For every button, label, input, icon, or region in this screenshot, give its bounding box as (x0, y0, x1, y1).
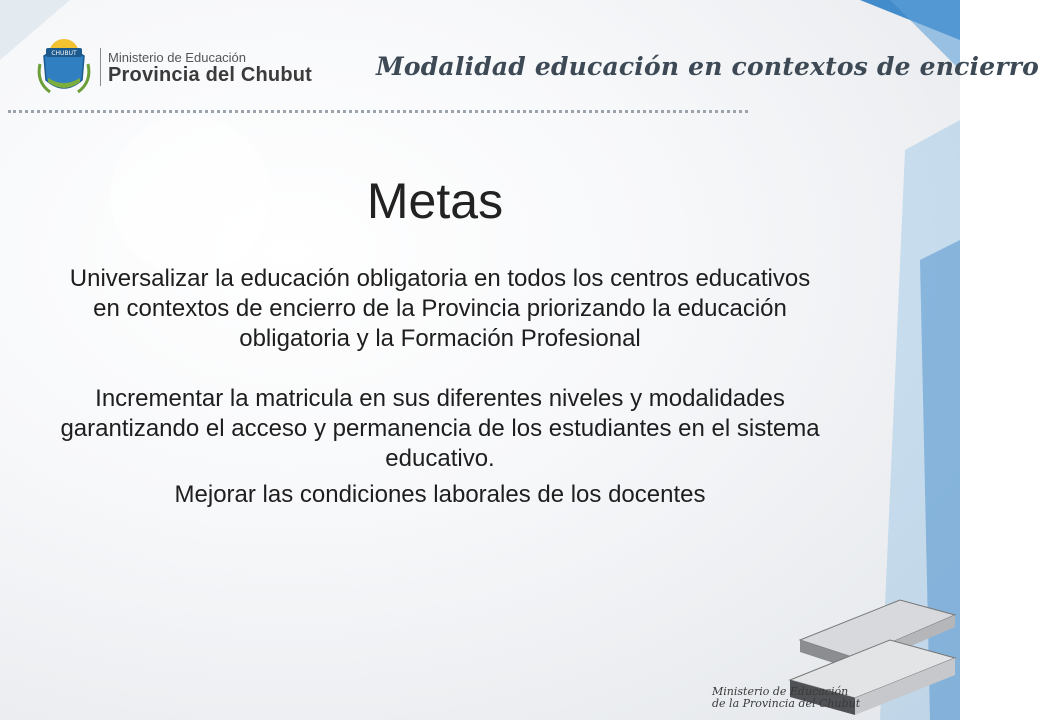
goal-paragraph-3: Mejorar las condiciones laborales de los docentes (174, 481, 706, 508)
modalidad-heading: Modalidad educación en contextos de encierro (376, 52, 1039, 81)
ministry-name-small: Ministerio de Educación (108, 50, 247, 65)
logo-text: CHUBUT (51, 50, 77, 57)
slide-title: Metas (366, 173, 504, 229)
footer-signature-line-1: Ministerio de Educación (712, 685, 849, 698)
dotted-divider (8, 110, 748, 113)
goal-paragraph-1: Universalizar la educación obligatoria en todos los centros educativos en contextos de encierro de la Provincia priorizando la educación obligatoria y la Formación Profesional (69, 265, 811, 352)
header (0, 0, 1039, 120)
footer-signature-line-2: de la Provincia del Chubut (712, 697, 861, 710)
slide-body (60, 264, 820, 510)
ministry-name-large: Provincia del Chubut (108, 64, 313, 86)
goal-paragraph-2: Incrementar la matricula en sus diferentes niveles y modalidades garantizando el acceso y permanencia de los estudiantes en el sistema educativo. (60, 385, 820, 472)
header-divider (100, 48, 101, 86)
footer-signature (712, 686, 860, 710)
chubut-shield-icon (36, 34, 92, 98)
